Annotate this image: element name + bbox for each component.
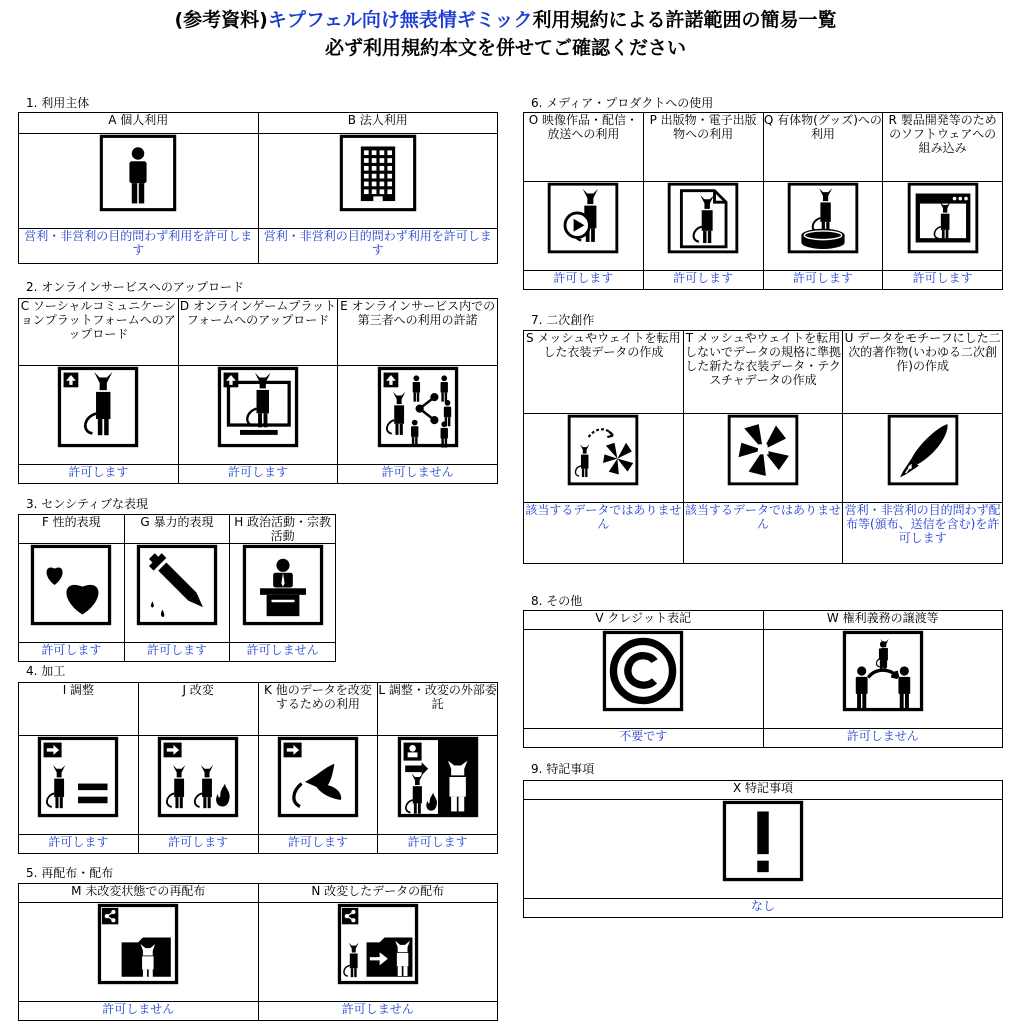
section-label: 9. 特記事項: [531, 762, 595, 776]
item-status: 許可します: [178, 465, 338, 484]
copyright-icon: [602, 630, 684, 712]
header-row: [19, 515, 336, 544]
item-icon-cell: [19, 736, 139, 835]
item-status: 許可しません: [258, 1002, 498, 1021]
item-header: M 未改変状態での再配布: [19, 884, 259, 903]
item-header: V クレジット表記: [524, 611, 764, 630]
item-status: 許可しません: [338, 465, 498, 484]
section-label: 2. オンラインサービスへのアップロード: [26, 280, 245, 294]
header-row: [19, 299, 498, 366]
status-row: [524, 729, 1003, 748]
item-icon-cell: [883, 182, 1003, 271]
item-status: 該当するデータではありません: [683, 503, 843, 564]
new-costume-icon: [727, 414, 799, 486]
item-icon-cell: [524, 414, 684, 503]
item-icon-cell: [19, 134, 259, 229]
item-header: W 権利義務の譲渡等: [763, 611, 1003, 630]
icon-row: [19, 134, 498, 229]
section-label: 5. 再配布・配布: [26, 866, 114, 880]
item-header: N 改変したデータの配布: [258, 884, 498, 903]
item-header: A 個人利用: [19, 113, 259, 134]
license-table: [18, 682, 498, 854]
license-table: [18, 883, 498, 1021]
social-upload-icon: [57, 366, 139, 448]
icon-row: [19, 736, 498, 835]
item-header: R 製品開発等のためのソフトウェアへの組み込み: [883, 113, 1003, 182]
title-line-2: 必ず利用規約本文を併せてご確認ください: [324, 37, 686, 59]
item-icon-cell: [19, 544, 125, 643]
item-header: U データをモチーフにした二次的著作物(いわゆる二次創作)の作成: [843, 331, 1003, 414]
item-icon-cell: [258, 134, 498, 229]
license-table: [18, 112, 498, 264]
share-to-others-icon: [377, 366, 459, 448]
section-label: 7. 二次創作: [531, 313, 595, 327]
item-icon-cell: [258, 736, 378, 835]
license-table: [18, 298, 498, 484]
icon-row: [19, 903, 498, 1002]
hearts-icon: [30, 544, 112, 626]
status-row: [19, 229, 498, 264]
status-row: [19, 835, 498, 854]
license-table: [523, 330, 1003, 564]
item-header: Q 有体物(グッズ)への利用: [763, 113, 883, 182]
pen-nib-icon: [887, 414, 959, 486]
item-header: G 暴力的表現: [124, 515, 230, 544]
office-building-icon: [339, 134, 417, 212]
section-label: 1. 利用主体: [26, 96, 90, 110]
speaker-podium-icon: [242, 544, 324, 626]
item-status: 許可します: [643, 271, 763, 290]
header-row: [19, 884, 498, 903]
header-row: [19, 683, 498, 736]
item-icon-cell: [138, 736, 258, 835]
item-header: D オンラインゲームプラットフォームへのアップロード: [178, 299, 338, 366]
license-table: [523, 610, 1003, 748]
item-status: 許可しません: [19, 1002, 259, 1021]
header-row: [524, 331, 1003, 414]
icon-row: [524, 800, 1003, 899]
item-header: H 政治活動・宗教活動: [230, 515, 336, 544]
item-header: B 法人利用: [258, 113, 498, 134]
video-icon: [547, 182, 619, 254]
header-row: [524, 611, 1003, 630]
section-label: 4. 加工: [26, 664, 66, 678]
item-icon-cell: [763, 182, 883, 271]
item-status: 営利・非営利の目的問わず利用を許可します: [19, 229, 259, 264]
header-row: [524, 781, 1003, 800]
item-icon-cell: [124, 544, 230, 643]
section-label: 6. メディア・プロダクトへの使用: [531, 96, 714, 110]
header-row: [524, 113, 1003, 182]
item-status: 許可しません: [230, 643, 336, 662]
item-icon-cell: [524, 800, 1003, 899]
item-header: I 調整: [19, 683, 139, 736]
status-row: [19, 643, 336, 662]
outsource-icon: [397, 736, 479, 818]
bloody-knife-icon: [136, 544, 218, 626]
game-upload-icon: [217, 366, 299, 448]
section-label: 8. その他: [531, 594, 583, 608]
item-status: 許可します: [19, 465, 179, 484]
item-icon-cell: [683, 414, 843, 503]
item-status: 許可します: [258, 835, 378, 854]
item-status: 営利・非営利の目的問わず利用を許可します: [258, 229, 498, 264]
adjust-icon: [37, 736, 119, 818]
section-label: 3. センシティブな表現: [26, 497, 149, 511]
item-header: X 特記事項: [524, 781, 1003, 800]
distribute-modified-icon: [337, 903, 419, 985]
goods-figure-icon: [787, 182, 859, 254]
status-row: [524, 271, 1003, 290]
exclamation-icon: [722, 800, 804, 882]
mesh-transfer-icon: [567, 414, 639, 486]
item-header: P 出版物・電子出版物への利用: [643, 113, 763, 182]
item-icon-cell: [524, 182, 644, 271]
item-icon-cell: [230, 544, 336, 643]
item-icon-cell: [258, 903, 498, 1002]
publication-icon: [667, 182, 739, 254]
redistribute-icon: [97, 903, 179, 985]
item-status: 不要です: [524, 729, 764, 748]
item-header: K 他のデータを改変するための利用: [258, 683, 378, 736]
item-status: 該当するデータではありません: [524, 503, 684, 564]
software-window-icon: [907, 182, 979, 254]
status-row: [19, 1002, 498, 1021]
person-icon: [99, 134, 177, 212]
reuse-data-icon: [277, 736, 359, 818]
item-icon-cell: [643, 182, 763, 271]
item-icon-cell: [19, 903, 259, 1002]
item-status: なし: [524, 899, 1003, 918]
item-header: J 改変: [138, 683, 258, 736]
item-header: E オンラインサービス内での第三者への利用の許諾: [338, 299, 498, 366]
item-icon-cell: [19, 366, 179, 465]
item-icon-cell: [178, 366, 338, 465]
item-header: T メッシュやウェイトを転用しないでデータの規格に準拠した新たな衣装データ・テクスチャデータの作成: [683, 331, 843, 414]
item-status: 許可します: [378, 835, 498, 854]
item-icon-cell: [524, 630, 764, 729]
license-table: [523, 112, 1003, 290]
item-header: S メッシュやウェイトを転用した衣装データの作成: [524, 331, 684, 414]
item-status: 許可します: [124, 643, 230, 662]
item-header: C ソーシャルコミュニケーションプラットフォームへのアップロード: [19, 299, 179, 366]
icon-row: [524, 630, 1003, 729]
page-title: [0, 6, 1011, 62]
item-header: F 性的表現: [19, 515, 125, 544]
icon-row: [19, 366, 498, 465]
license-table: [18, 514, 336, 662]
item-icon-cell: [843, 414, 1003, 503]
modify-icon: [157, 736, 239, 818]
icon-row: [19, 544, 336, 643]
item-status: 許可します: [138, 835, 258, 854]
status-row: [524, 503, 1003, 564]
status-row: [19, 465, 498, 484]
item-icon-cell: [763, 630, 1003, 729]
header-row: [19, 113, 498, 134]
item-status: 許可します: [883, 271, 1003, 290]
transfer-rights-icon: [842, 630, 924, 712]
status-row: [524, 899, 1003, 918]
item-status: 営利・非営利の目的問わず配布等(頒布、送信を含む)を許可します: [843, 503, 1003, 564]
item-status: 許可します: [19, 835, 139, 854]
title-line-1: (参考資料)キプフェル向け無表情ギミック利用規約による許諾範囲の簡易一覧: [174, 9, 837, 31]
icon-row: [524, 182, 1003, 271]
item-status: 許可します: [524, 271, 644, 290]
item-status: 許可します: [19, 643, 125, 662]
icon-row: [524, 414, 1003, 503]
item-status: 許可しません: [763, 729, 1003, 748]
license-table: [523, 780, 1003, 918]
item-header: O 映像作品・配信・放送への利用: [524, 113, 644, 182]
item-header: L 調整・改変の外部委託: [378, 683, 498, 736]
item-status: 許可します: [763, 271, 883, 290]
item-icon-cell: [338, 366, 498, 465]
item-icon-cell: [378, 736, 498, 835]
